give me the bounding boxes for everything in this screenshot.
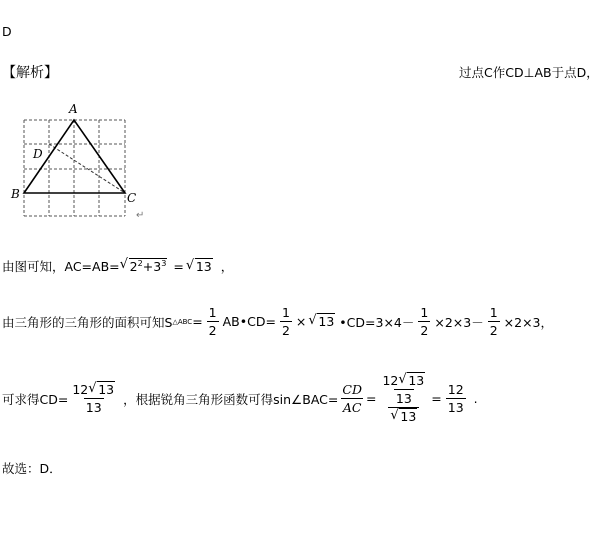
- fraction-compound-top: $\frac{12√ 13}{13}$: [380, 374, 427, 405]
- line3-period: .: [473, 391, 478, 407]
- rad-base: 2: [129, 259, 138, 275]
- fraction-half-4: $\frac{1}{2}$: [489, 305, 498, 339]
- radical-sum: [120, 258, 168, 274]
- line-2: [2, 306, 553, 337]
- line1-suffix: ，: [220, 259, 234, 274]
- answer-letter: D: [2, 24, 12, 39]
- analysis-intro: 过点C作CD⊥AB于点D，: [459, 65, 599, 80]
- line-1: [2, 257, 233, 275]
- rad-13-value: 13: [195, 258, 212, 274]
- line3-mid: ，根据锐角三角形函数可得sin∠BAC=: [123, 391, 339, 407]
- fraction-cd-ac: $\frac{CD}{AC}$: [342, 382, 362, 416]
- line1-prefix: 由图可知，AC=AB=: [2, 259, 120, 274]
- line2-t4: ×2×3－: [434, 314, 484, 330]
- conclusion: 故选：D．: [2, 461, 62, 476]
- rad-exp-a: 2: [137, 257, 143, 268]
- fraction-half-2: $\frac{1}{2}$: [281, 305, 290, 339]
- fraction-half-3: $\frac{1}{2}$: [420, 305, 429, 339]
- triangle-figure: [8, 98, 158, 238]
- grid-lines: [24, 120, 125, 216]
- fraction-cd-value: $\frac{12√ 13}{13}$: [70, 383, 117, 414]
- return-mark: ↵: [136, 210, 145, 221]
- line-3: [2, 374, 478, 423]
- analysis-label: 【解析】: [2, 65, 58, 81]
- line2-prefix: 由三角形的三角形的面积可知S: [2, 314, 173, 330]
- fraction-result: $\frac{12}{13}$: [447, 382, 464, 416]
- label-c: C: [127, 191, 137, 205]
- line2-t3: •CD=3×4－: [339, 314, 415, 330]
- line3-prefix: 可求得CD=: [2, 391, 69, 407]
- line2-t1: AB•CD=: [222, 314, 276, 330]
- radical-13: [186, 259, 213, 274]
- fraction-half-1: $\frac{1}{2}$: [208, 305, 217, 339]
- line3-eq1: =: [365, 391, 377, 407]
- rad-plus: +3: [142, 259, 162, 275]
- line1-eq: =: [173, 258, 184, 274]
- line2-sub: △ABC: [172, 317, 193, 326]
- line3-eq2: =: [431, 391, 442, 407]
- label-a: A: [69, 102, 78, 116]
- line2-t2: ×: [295, 314, 307, 330]
- line2-eq: =: [192, 314, 203, 330]
- fraction-compound: $\frac{12√ 13}{13}$ √ 13: [378, 374, 429, 423]
- label-b: B: [11, 187, 20, 201]
- label-d: D: [33, 147, 43, 161]
- line2-t5: ×2×3，: [503, 314, 554, 330]
- rad-exp-b: 3: [161, 257, 167, 268]
- radical-13-b: √ 13: [308, 314, 335, 329]
